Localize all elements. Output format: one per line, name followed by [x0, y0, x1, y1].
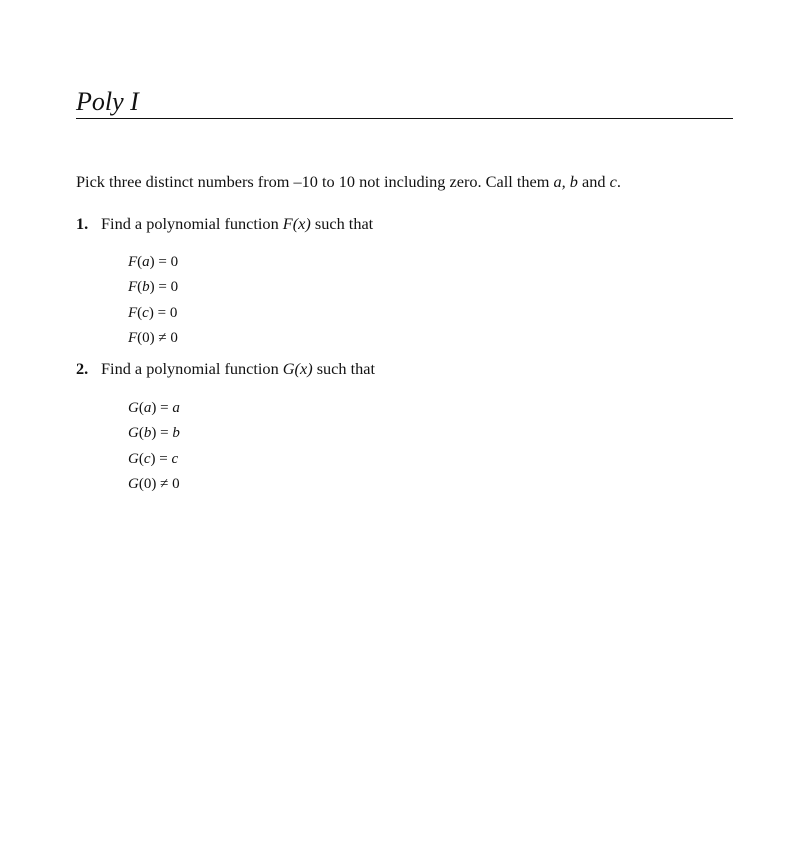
question-number: 1.	[76, 214, 89, 233]
not-equal-operator: ≠	[154, 329, 171, 346]
question-text-tail: such that	[312, 359, 376, 378]
question-text: Find a polynomial function	[101, 214, 283, 233]
operator: =	[154, 279, 171, 296]
paren: )	[151, 400, 157, 416]
fn: F	[128, 254, 138, 270]
question-text: Find a polynomial function	[101, 359, 283, 378]
not-equal-operator: ≠	[156, 475, 173, 492]
paren: (	[137, 279, 143, 296]
arg: 0	[142, 329, 150, 346]
rhs: b	[172, 425, 180, 442]
fn: G	[128, 475, 139, 492]
intro-paragraph	[76, 171, 621, 193]
variable-b: b	[569, 172, 578, 191]
arg: a	[142, 254, 150, 270]
condition-equation	[128, 326, 178, 351]
rhs: 0	[172, 475, 180, 492]
arg: b	[143, 425, 152, 442]
paren: )	[149, 329, 155, 346]
condition-equation	[128, 250, 178, 275]
operator: =	[155, 450, 172, 467]
question-number: 2.	[76, 359, 89, 378]
arg: 0	[143, 475, 152, 492]
arg: b	[142, 279, 150, 296]
title-underline-divider	[76, 118, 733, 119]
function-name: G(x)	[282, 359, 313, 378]
conditions-list-2	[128, 396, 180, 497]
intro-text: Pick three distinct numbers from –10 to 10 not including zero. Call them	[76, 172, 554, 191]
paren: )	[151, 425, 157, 442]
operator: =	[154, 254, 171, 270]
fn: F	[128, 329, 138, 346]
variable-c: c	[609, 172, 617, 191]
arg: a	[143, 400, 152, 416]
operator: =	[156, 400, 173, 416]
fn: F	[128, 304, 138, 321]
rhs: 0	[170, 279, 179, 296]
rhs: 0	[170, 329, 178, 346]
operator: =	[156, 425, 173, 442]
condition-equation	[128, 275, 178, 300]
intro-period: .	[616, 172, 621, 191]
fn: F	[128, 279, 138, 296]
rhs: a	[172, 400, 180, 416]
function-name: F(x)	[282, 214, 311, 233]
paren: )	[149, 279, 155, 296]
arg: c	[142, 304, 149, 321]
rhs: 0	[169, 304, 178, 321]
rhs: c	[171, 450, 179, 467]
paren: (	[137, 254, 143, 270]
intro-separator: and	[577, 172, 610, 191]
paren: (	[138, 400, 144, 416]
condition-equation	[128, 396, 180, 421]
paren: )	[151, 475, 157, 492]
fn: G	[128, 400, 139, 416]
fn: G	[128, 450, 139, 467]
question-text-tail: such that	[310, 214, 374, 233]
question-2	[76, 358, 375, 380]
condition-equation	[128, 447, 180, 472]
rhs: 0	[170, 254, 179, 270]
conditions-list-1	[128, 250, 178, 351]
condition-equation	[128, 421, 180, 446]
paren: (	[138, 475, 144, 492]
paren: (	[138, 450, 144, 467]
paren: (	[137, 304, 143, 321]
arg: c	[143, 450, 151, 467]
paren: (	[138, 425, 144, 442]
operator: =	[153, 304, 170, 321]
paren: (	[137, 329, 143, 346]
paren: )	[148, 304, 154, 321]
condition-equation	[128, 301, 178, 326]
variable-a: a,	[553, 172, 566, 191]
question-1	[76, 213, 373, 235]
paren: )	[150, 450, 156, 467]
document-title: Poly I	[76, 87, 139, 116]
condition-equation	[128, 472, 180, 497]
paren: )	[149, 254, 155, 270]
fn: G	[128, 425, 139, 442]
